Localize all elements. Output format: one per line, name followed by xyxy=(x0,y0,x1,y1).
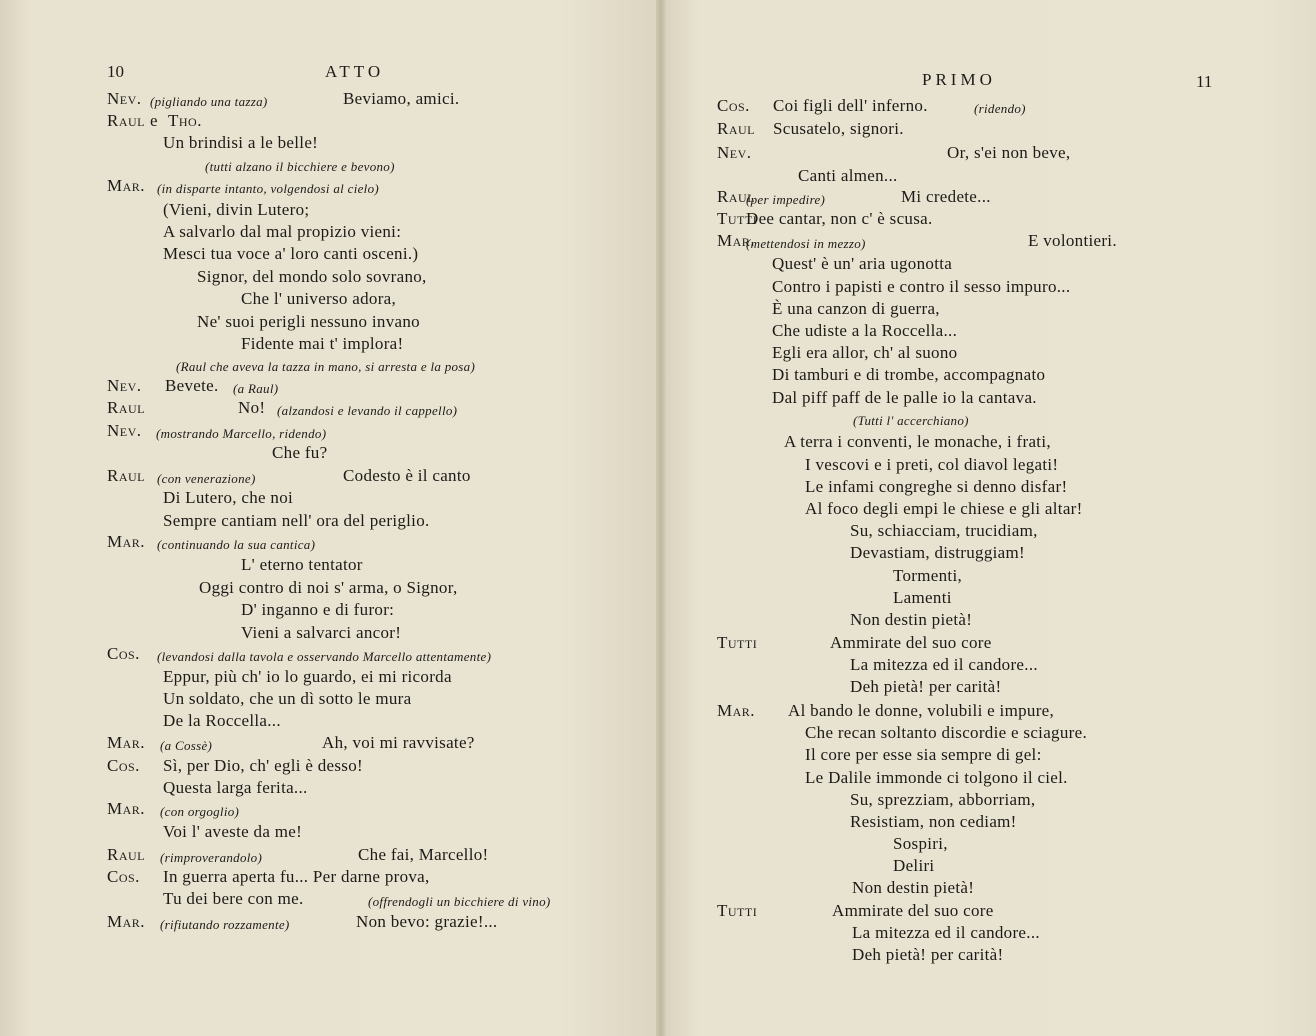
verse-text: Questa larga ferita... xyxy=(163,778,308,797)
verse-text: Il core per esse sia sempre di gel: xyxy=(805,745,1042,764)
speaker-label: Raul xyxy=(717,187,756,206)
verse-text: Che fai, Marcello! xyxy=(358,845,489,864)
verse-text: Devastiam, distruggiam! xyxy=(850,543,1025,562)
verse-text: Tormenti, xyxy=(893,566,963,585)
stage-direction: (con venerazione) xyxy=(157,471,256,486)
verse-text: È una canzon di guerra, xyxy=(772,299,940,318)
verse-text: e xyxy=(150,111,158,130)
verse-text: Deliri xyxy=(893,856,935,875)
verse-text: Bevete. xyxy=(165,376,219,395)
verse-text: In guerra aperta fu... Per darne prova, xyxy=(163,867,430,886)
stage-direction: (per impedire) xyxy=(746,192,826,207)
stage-direction: (mettendosi in mezzo) xyxy=(746,236,866,251)
verse-text: Un soldato, che un dì sotto le mura xyxy=(163,689,412,708)
verse-text: Tu dei bere con me. xyxy=(163,889,304,908)
verse-text: Al bando le donne, volubili e impure, xyxy=(788,701,1055,720)
stage-direction: (rifiutando rozzamente) xyxy=(160,917,290,932)
verse-text: Beviamo, amici. xyxy=(343,89,460,108)
verse-text: Sempre cantiam nell' ora del periglio. xyxy=(163,511,430,530)
stage-direction: (con orgoglio) xyxy=(160,804,240,819)
verse-text: Lamenti xyxy=(893,588,952,607)
verse-text: Che l' universo adora, xyxy=(241,289,397,308)
speaker-label: Nev. xyxy=(717,143,752,162)
verse-text: D' inganno e di furor: xyxy=(241,600,395,619)
verse-text: Deh pietà! per carità! xyxy=(852,945,1004,964)
verse-text: Un brindisi a le belle! xyxy=(163,133,319,152)
speaker-label: Nev. xyxy=(107,89,142,108)
verse-text: Di Lutero, che noi xyxy=(163,488,294,507)
verse-text: Vieni a salvarci ancor! xyxy=(241,623,402,642)
stage-direction: (levandosi dalla tavola e osservando Marcello attentamente) xyxy=(157,649,492,664)
verse-text: Che recan soltanto discordie e sciagure. xyxy=(805,723,1088,742)
speaker-label: Raul xyxy=(107,845,146,864)
verse-text: Canti almen... xyxy=(798,166,898,185)
speaker-label: Cos. xyxy=(107,867,140,886)
verse-text: Dee cantar, non c' è scusa. xyxy=(746,209,933,228)
stage-direction: (Raul che aveva la tazza in mano, si arresta e la posa) xyxy=(176,359,476,374)
stage-direction: (offrendogli un bicchiere di vino) xyxy=(368,894,551,909)
speaker-label: Mar. xyxy=(717,701,756,720)
verse-text: A terra i conventi, le monache, i frati, xyxy=(784,432,1051,451)
verse-text: Resistiam, non cediam! xyxy=(850,812,1017,831)
stage-direction: (Tutti l' accerchiano) xyxy=(853,413,969,428)
book-gutter xyxy=(656,0,666,1036)
verse-text: Che udiste a la Roccella... xyxy=(772,321,958,340)
verse-text: Or, s'ei non beve, xyxy=(947,143,1071,162)
verse-text: Le infami congreghe si denno disfar! xyxy=(805,477,1068,496)
verse-text: Su, schiacciam, trucidiam, xyxy=(850,521,1038,540)
speaker-label: Mar. xyxy=(107,733,146,752)
verse-text: Non destin pietà! xyxy=(852,878,975,897)
verse-text: Deh pietà! per carità! xyxy=(850,677,1002,696)
verse-text: Ah, voi mi ravvisate? xyxy=(322,733,475,752)
verse-text: Le Dalile immonde ci tolgono il ciel. xyxy=(805,768,1068,787)
verse-text: De la Roccella... xyxy=(163,711,281,730)
speaker-label: Mar. xyxy=(717,231,756,250)
verse-text: Che fu? xyxy=(272,443,328,462)
verse-text: Fidente mai t' implora! xyxy=(241,334,404,353)
page-number-left: 10 xyxy=(107,62,124,81)
stage-direction: (pigliando una tazza) xyxy=(150,94,268,109)
verse-text: Non destin pietà! xyxy=(850,610,973,629)
speaker-label: Mar. xyxy=(107,912,146,931)
verse-text: (Vieni, divin Lutero; xyxy=(163,200,310,219)
verse-text: Mesci tua voce a' loro canti osceni.) xyxy=(163,244,419,263)
stage-direction: (continuando la sua cantica) xyxy=(157,537,316,552)
speaker-label: Cos. xyxy=(717,96,750,115)
speaker-label: Nev. xyxy=(107,376,142,395)
verse-text: Mi credete... xyxy=(901,187,991,206)
speaker-label: Mar. xyxy=(107,799,146,818)
speaker-label: Tho. xyxy=(168,111,202,130)
speaker-label: Nev. xyxy=(107,421,142,440)
running-head-right: PRIMO xyxy=(922,70,996,89)
speaker-label: Raul xyxy=(107,398,146,417)
verse-text: Quest' è un' aria ugonotta xyxy=(772,254,953,273)
stage-direction: (in disparte intanto, volgendosi al cielo) xyxy=(157,181,380,196)
verse-text: Sì, per Dio, ch' egli è desso! xyxy=(163,756,363,775)
stage-direction: (a Cossè) xyxy=(160,738,213,753)
speaker-label: Cos. xyxy=(107,644,140,663)
speaker-label: Tutti xyxy=(717,633,758,652)
stage-direction: (tutti alzano il bicchiere e bevono) xyxy=(205,159,395,174)
verse-text: Voi l' aveste da me! xyxy=(163,822,303,841)
speaker-label: Tutti xyxy=(717,901,758,920)
verse-text: Ammirate del suo core xyxy=(832,901,994,920)
verse-text: Oggi contro di noi s' arma, o Signor, xyxy=(199,578,458,597)
speaker-label: Mar. xyxy=(107,176,146,195)
verse-text: La mitezza ed il candore... xyxy=(852,923,1040,942)
stage-direction: (mostrando Marcello, ridendo) xyxy=(156,426,327,441)
verse-text: Su, sprezziam, abborriam, xyxy=(850,790,1036,809)
stage-direction: (rimproverandolo) xyxy=(160,850,263,865)
verse-text: Eppur, più ch' io lo guardo, ei mi ricorda xyxy=(163,667,452,686)
verse-text: Ne' suoi perigli nessuno invano xyxy=(197,312,420,331)
speaker-label: Cos. xyxy=(107,756,140,775)
speaker-label: Raul xyxy=(717,119,756,138)
verse-text: Contro i papisti e contro il sesso impuro... xyxy=(772,277,1071,296)
verse-text: Ammirate del suo core xyxy=(830,633,992,652)
right-page xyxy=(660,0,1316,1036)
verse-text: Sospiri, xyxy=(893,834,948,853)
verse-text: I vescovi e i preti, col diavol legati! xyxy=(805,455,1059,474)
speaker-label: Mar. xyxy=(107,532,146,551)
speaker-label: Raul xyxy=(107,466,146,485)
verse-text: No! xyxy=(238,398,266,417)
stage-direction: (alzandosi e levando il cappello) xyxy=(277,403,458,418)
page-number-right: 11 xyxy=(1196,72,1213,91)
verse-text: Scusatelo, signori. xyxy=(773,119,904,138)
stage-direction: (ridendo) xyxy=(974,101,1026,116)
verse-text: Non bevo: grazie!... xyxy=(356,912,498,931)
verse-text: Codesto è il canto xyxy=(343,466,471,485)
speaker-label: Raul xyxy=(107,111,146,130)
speaker-label: Tutti xyxy=(717,209,758,228)
stage-direction: (a Raul) xyxy=(233,381,279,396)
verse-text: La mitezza ed il candore... xyxy=(850,655,1038,674)
verse-text: Signor, del mondo solo sovrano, xyxy=(197,267,427,286)
running-head-left: ATTO xyxy=(325,62,385,81)
verse-text: Dal piff paff de le palle io la cantava. xyxy=(772,388,1037,407)
verse-text: L' eterno tentator xyxy=(241,555,363,574)
verse-text: Coi figli dell' inferno. xyxy=(773,96,928,115)
verse-text: Di tamburi e di trombe, accompagnato xyxy=(772,365,1046,384)
verse-text: E volontieri. xyxy=(1028,231,1117,250)
verse-text: Egli era allor, ch' al suono xyxy=(772,343,958,362)
verse-text: Al foco degli empi le chiese e gli altar! xyxy=(805,499,1083,518)
verse-text: A salvarlo dal mal propizio vieni: xyxy=(163,222,402,241)
